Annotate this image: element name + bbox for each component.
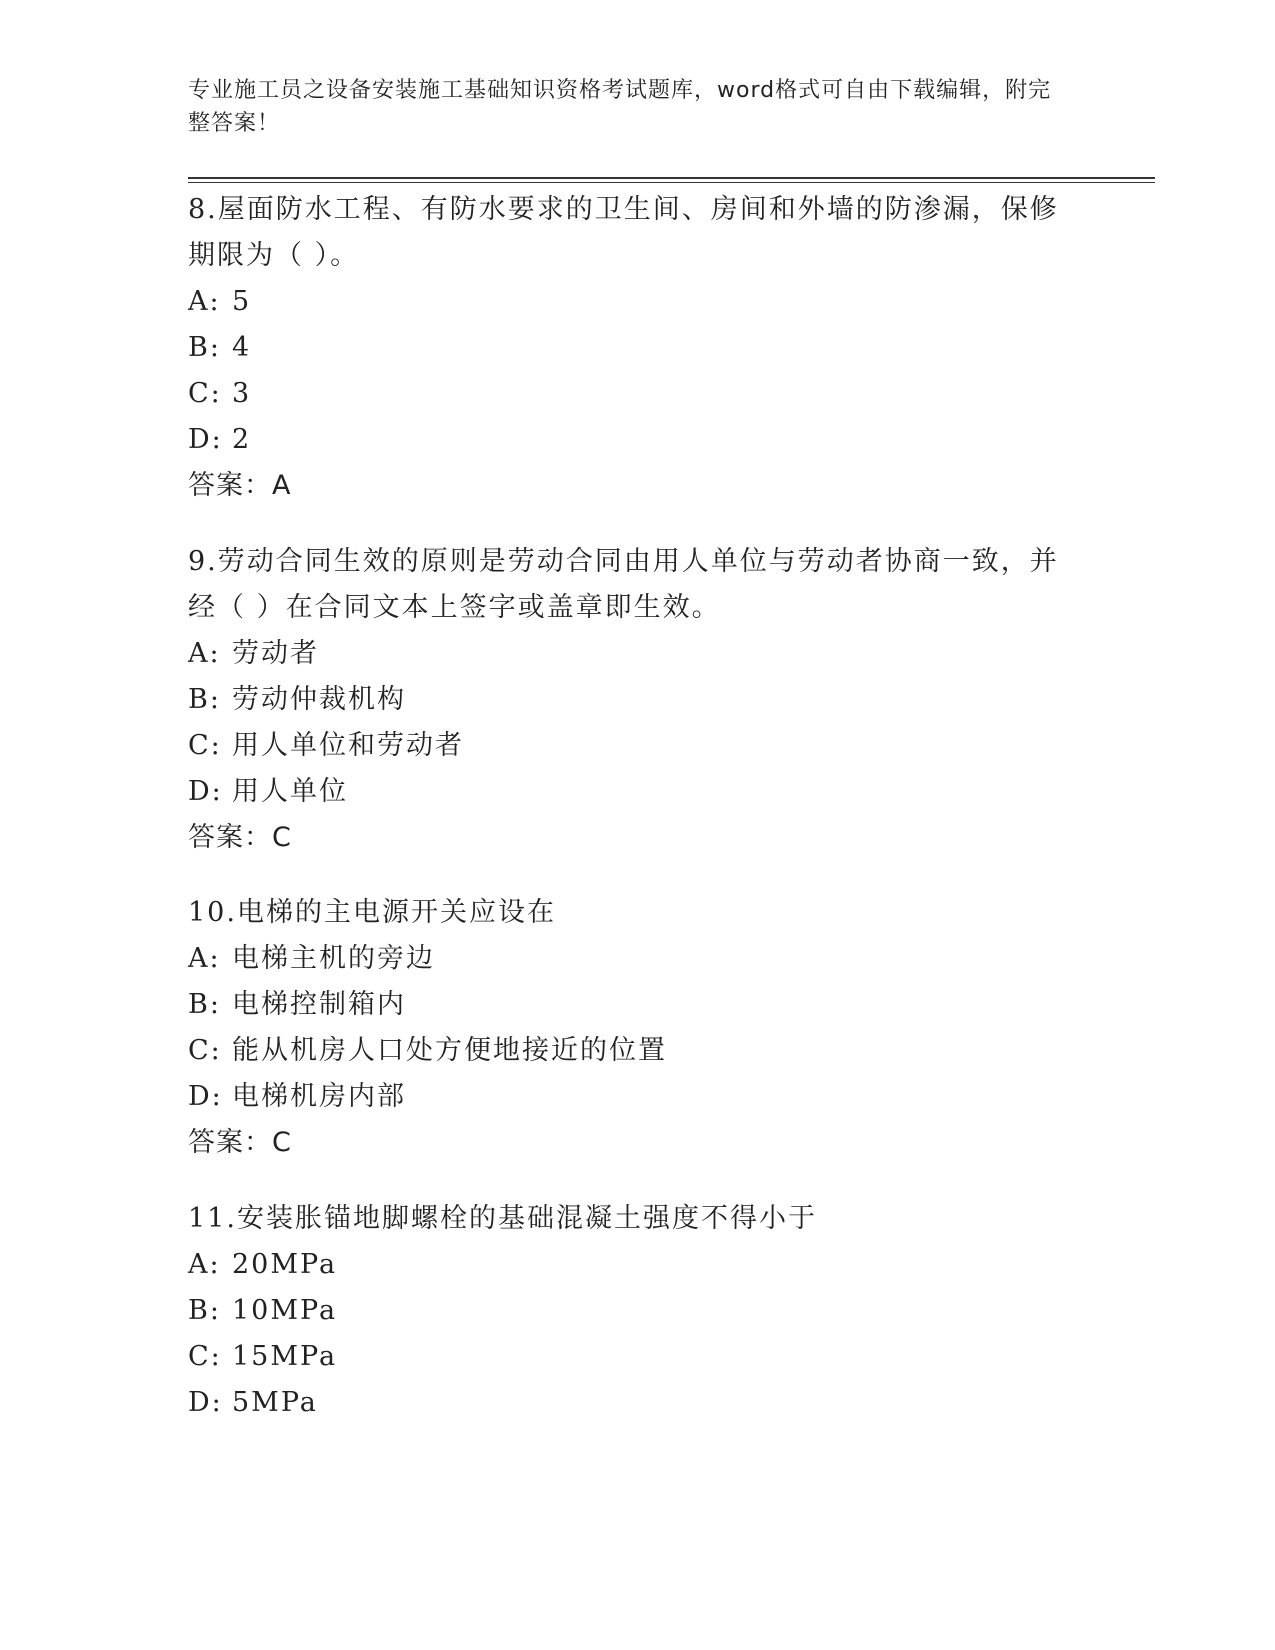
header-divider-thick [188,177,1155,179]
option-c [188,371,1068,417]
option-text: 2 [232,424,252,455]
option-letter: B: [188,1295,221,1326]
question-stem: 8.屋面防水工程、有防水要求的卫生间、房间和外墙的防渗漏，保修期限为（ ）。 [188,194,1059,271]
header-divider-thin [188,182,1155,183]
option-d [188,1074,1068,1120]
option-text: 15MPa [232,1341,338,1372]
answer: 答案：C [188,822,292,853]
option-b [188,1288,1068,1334]
option-text: 5 [232,286,252,317]
option-letter: D: [188,424,223,455]
option-a [188,1242,1068,1288]
option-text: 劳动者 [232,638,319,669]
option-letter: C: [188,1341,222,1372]
option-letter: A: [188,943,221,974]
question-10 [188,890,1068,1166]
option-a [188,936,1068,982]
option-text: 4 [232,332,252,363]
option-d [188,417,1068,463]
option-b [188,325,1068,371]
option-b [188,982,1068,1028]
option-text: 用人单位和劳动者 [232,730,464,761]
option-text: 3 [232,378,252,409]
question-stem: 9.劳动合同生效的原则是劳动合同由用人单位与劳动者协商一致，并经（ ）在合同文本上签字或盖章即生效。 [188,546,1059,623]
option-letter: A: [188,638,221,669]
option-letter: C: [188,378,222,409]
option-text: 劳动仲裁机构 [232,684,406,715]
answer: 答案：C [188,1127,292,1158]
option-letter: B: [188,684,221,715]
option-letter: B: [188,332,221,363]
question-9 [188,539,1068,861]
option-b [188,677,1068,723]
option-a [188,279,1068,325]
question-stem: 10.电梯的主电源开关应设在 [188,897,556,928]
option-text: 用人单位 [232,776,348,807]
option-letter: B: [188,989,221,1020]
question-stem: 11.安装胀锚地脚螺栓的基础混凝土强度不得小于 [188,1203,817,1234]
option-text: 10MPa [232,1295,338,1326]
question-8 [188,187,1068,509]
question-11 [188,1196,1068,1426]
option-letter: C: [188,730,222,761]
option-letter: A: [188,1249,221,1280]
option-c [188,1334,1068,1380]
option-letter: D: [188,1081,223,1112]
option-c [188,723,1068,769]
option-letter: D: [188,776,223,807]
option-text: 电梯控制箱内 [232,989,406,1020]
option-text: 电梯主机的旁边 [232,943,435,974]
option-text: 5MPa [232,1387,318,1418]
option-text: 20MPa [232,1249,338,1280]
answer: 答案：A [188,470,292,501]
option-text: 能从机房人口处方便地接近的位置 [232,1035,667,1066]
option-letter: A: [188,286,221,317]
document-header: 专业施工员之设备安装施工基础知识资格考试题库，word格式可自由下载编辑，附完整答案！ [188,78,1052,136]
option-a [188,631,1068,677]
option-c [188,1028,1068,1074]
option-letter: C: [188,1035,222,1066]
option-d [188,769,1068,815]
option-letter: D: [188,1387,223,1418]
option-d [188,1380,1068,1426]
option-text: 电梯机房内部 [232,1081,406,1112]
